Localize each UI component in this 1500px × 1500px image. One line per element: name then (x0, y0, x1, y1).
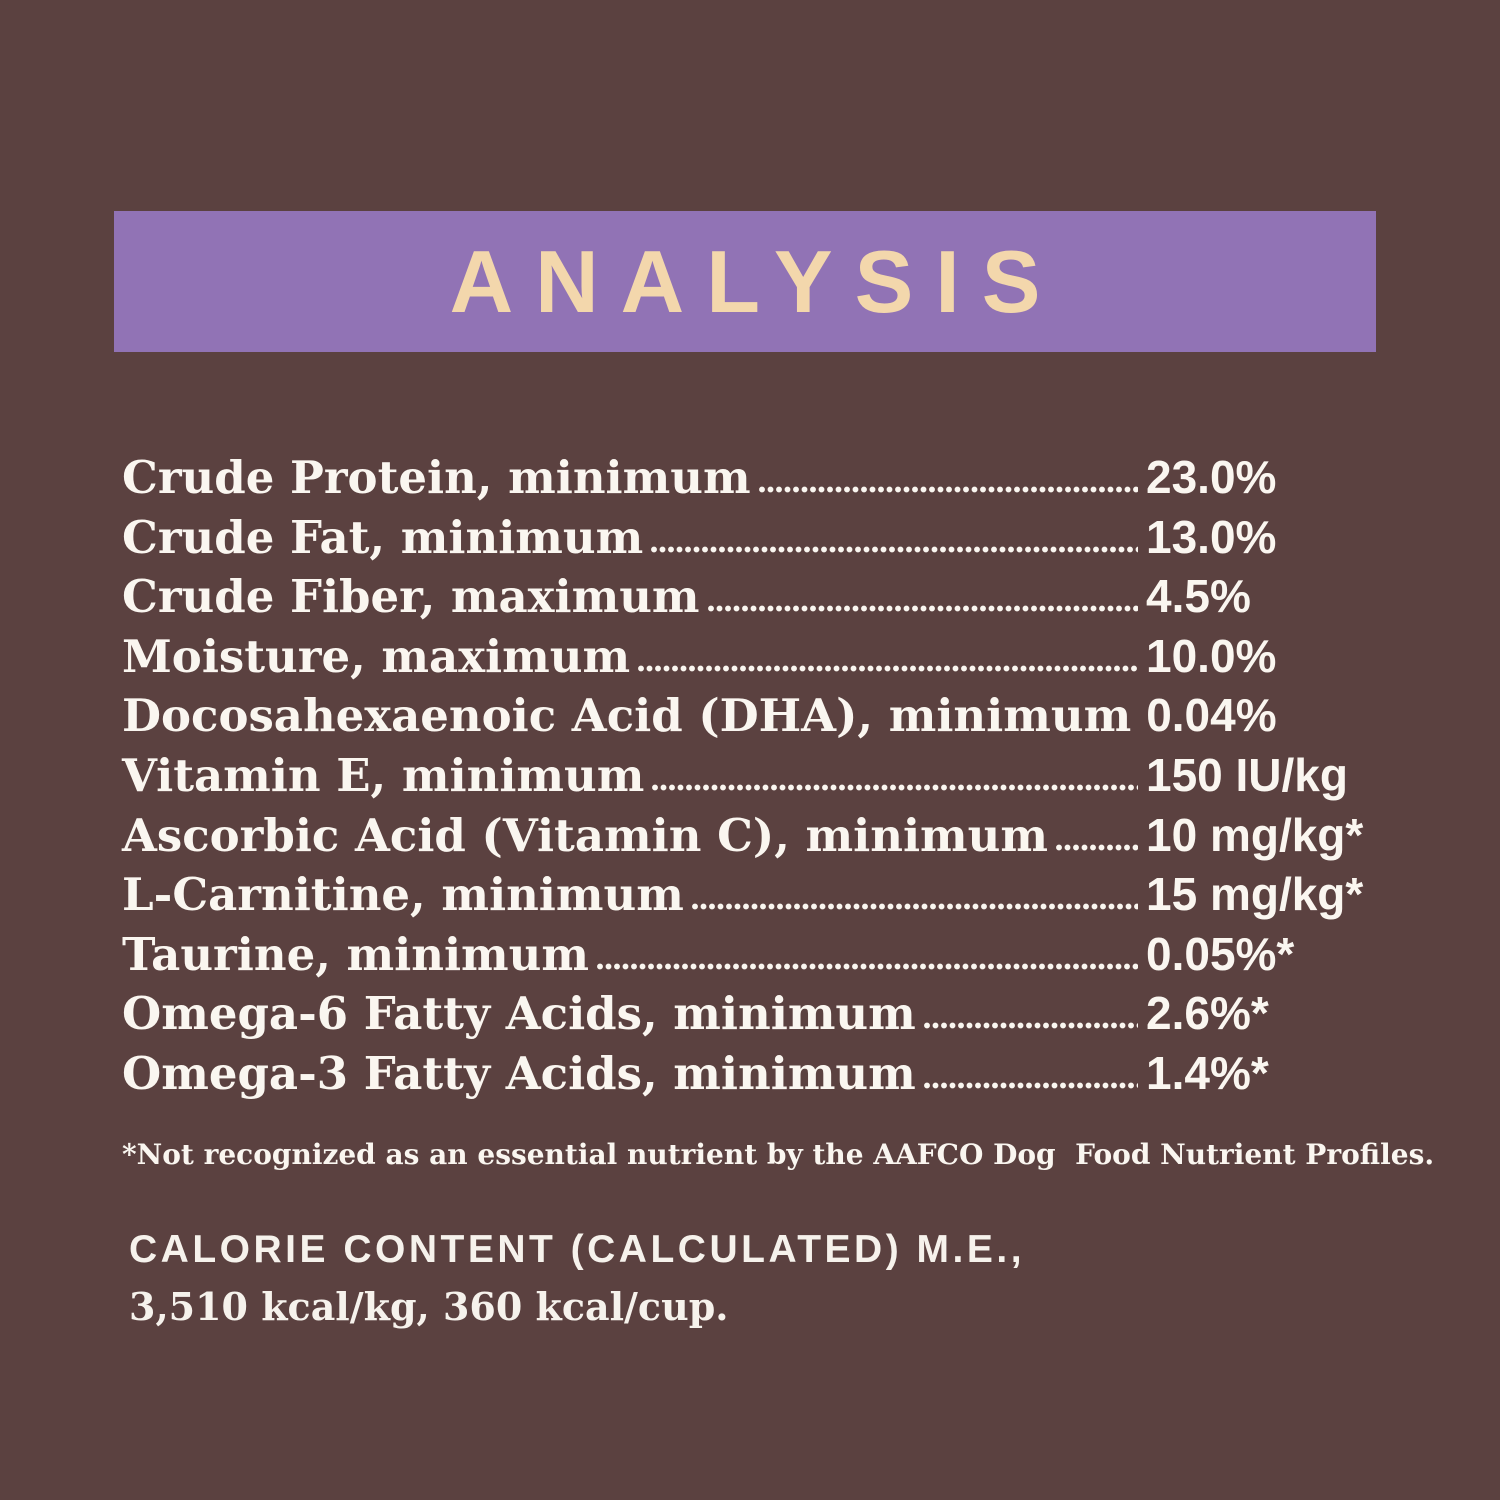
analysis-row (122, 806, 1378, 866)
analysis-row (122, 627, 1378, 687)
nutrient-value: 23.0% (1146, 451, 1277, 503)
nutrient-label: Moisture, maximum (122, 629, 631, 683)
nutrient-label: Docosahexaenoic Acid (DHA), minimum (122, 689, 1132, 743)
dot-leader (651, 784, 1138, 791)
guaranteed-analysis-list (122, 448, 1378, 1104)
dot-leader (691, 903, 1138, 910)
dot-leader (1055, 844, 1138, 851)
analysis-row (122, 865, 1378, 925)
nutrient-label: Ascorbic Acid (Vitamin C), minimum (122, 808, 1048, 862)
nutrient-value: 2.6%* (1146, 987, 1269, 1040)
nutrient-value: 4.5% (1146, 570, 1251, 623)
analysis-row (122, 1044, 1378, 1104)
nutrient-label: Vitamin E, minimum (122, 748, 645, 802)
nutrient-value: 13.0% (1146, 510, 1277, 563)
analysis-row (122, 567, 1378, 627)
analysis-row (122, 746, 1378, 806)
analysis-row (122, 448, 1378, 508)
analysis-row (122, 984, 1378, 1044)
dot-leader (923, 1022, 1138, 1029)
nutrient-label: Crude Fat, minimum (122, 510, 644, 564)
nutrient-value: 150 IU/kg (1146, 748, 1348, 801)
nutrient-value: 10.0% (1146, 629, 1277, 682)
analysis-header-bar (114, 211, 1376, 352)
analysis-row (122, 686, 1378, 746)
nutrient-label: Omega-3 Fatty Acids, minimum (122, 1046, 916, 1100)
aafco-footnote: *Not recognized as an essential nutrient by the AAFCO Dog Food Nutrient Profiles. (122, 1138, 1435, 1171)
nutrient-label: Taurine, minimum (122, 927, 590, 981)
analysis-row (122, 508, 1378, 568)
nutrient-label: Omega-6 Fatty Acids, minimum (122, 987, 916, 1041)
dot-leader (637, 665, 1138, 672)
analysis-title: ANALYSIS (449, 231, 1063, 331)
nutrient-value: 1.4%* (1146, 1046, 1269, 1099)
calorie-content-heading: CALORIE CONTENT (CALCULATED) M.E., (129, 1228, 1026, 1271)
dot-leader (758, 486, 1138, 493)
dot-leader (596, 963, 1138, 970)
calorie-content-values: 3,510 kcal/kg, 360 kcal/cup. (129, 1284, 729, 1329)
analysis-row (122, 925, 1378, 985)
dot-leader (650, 546, 1138, 553)
nutrient-label: Crude Protein, minimum (122, 451, 751, 504)
nutrient-value: 15 mg/kg* (1146, 868, 1364, 921)
dot-leader (707, 605, 1138, 612)
dot-leader (923, 1082, 1138, 1089)
nutrient-value: 0.04% (1146, 689, 1277, 742)
calorie-content-block (129, 1228, 1025, 1329)
nutrient-value: 10 mg/kg* (1146, 808, 1364, 861)
nutrient-label: Crude Fiber, maximum (122, 570, 700, 624)
nutrient-label: L-Carnitine, minimum (122, 868, 684, 922)
nutrient-value: 0.05%* (1146, 927, 1295, 980)
